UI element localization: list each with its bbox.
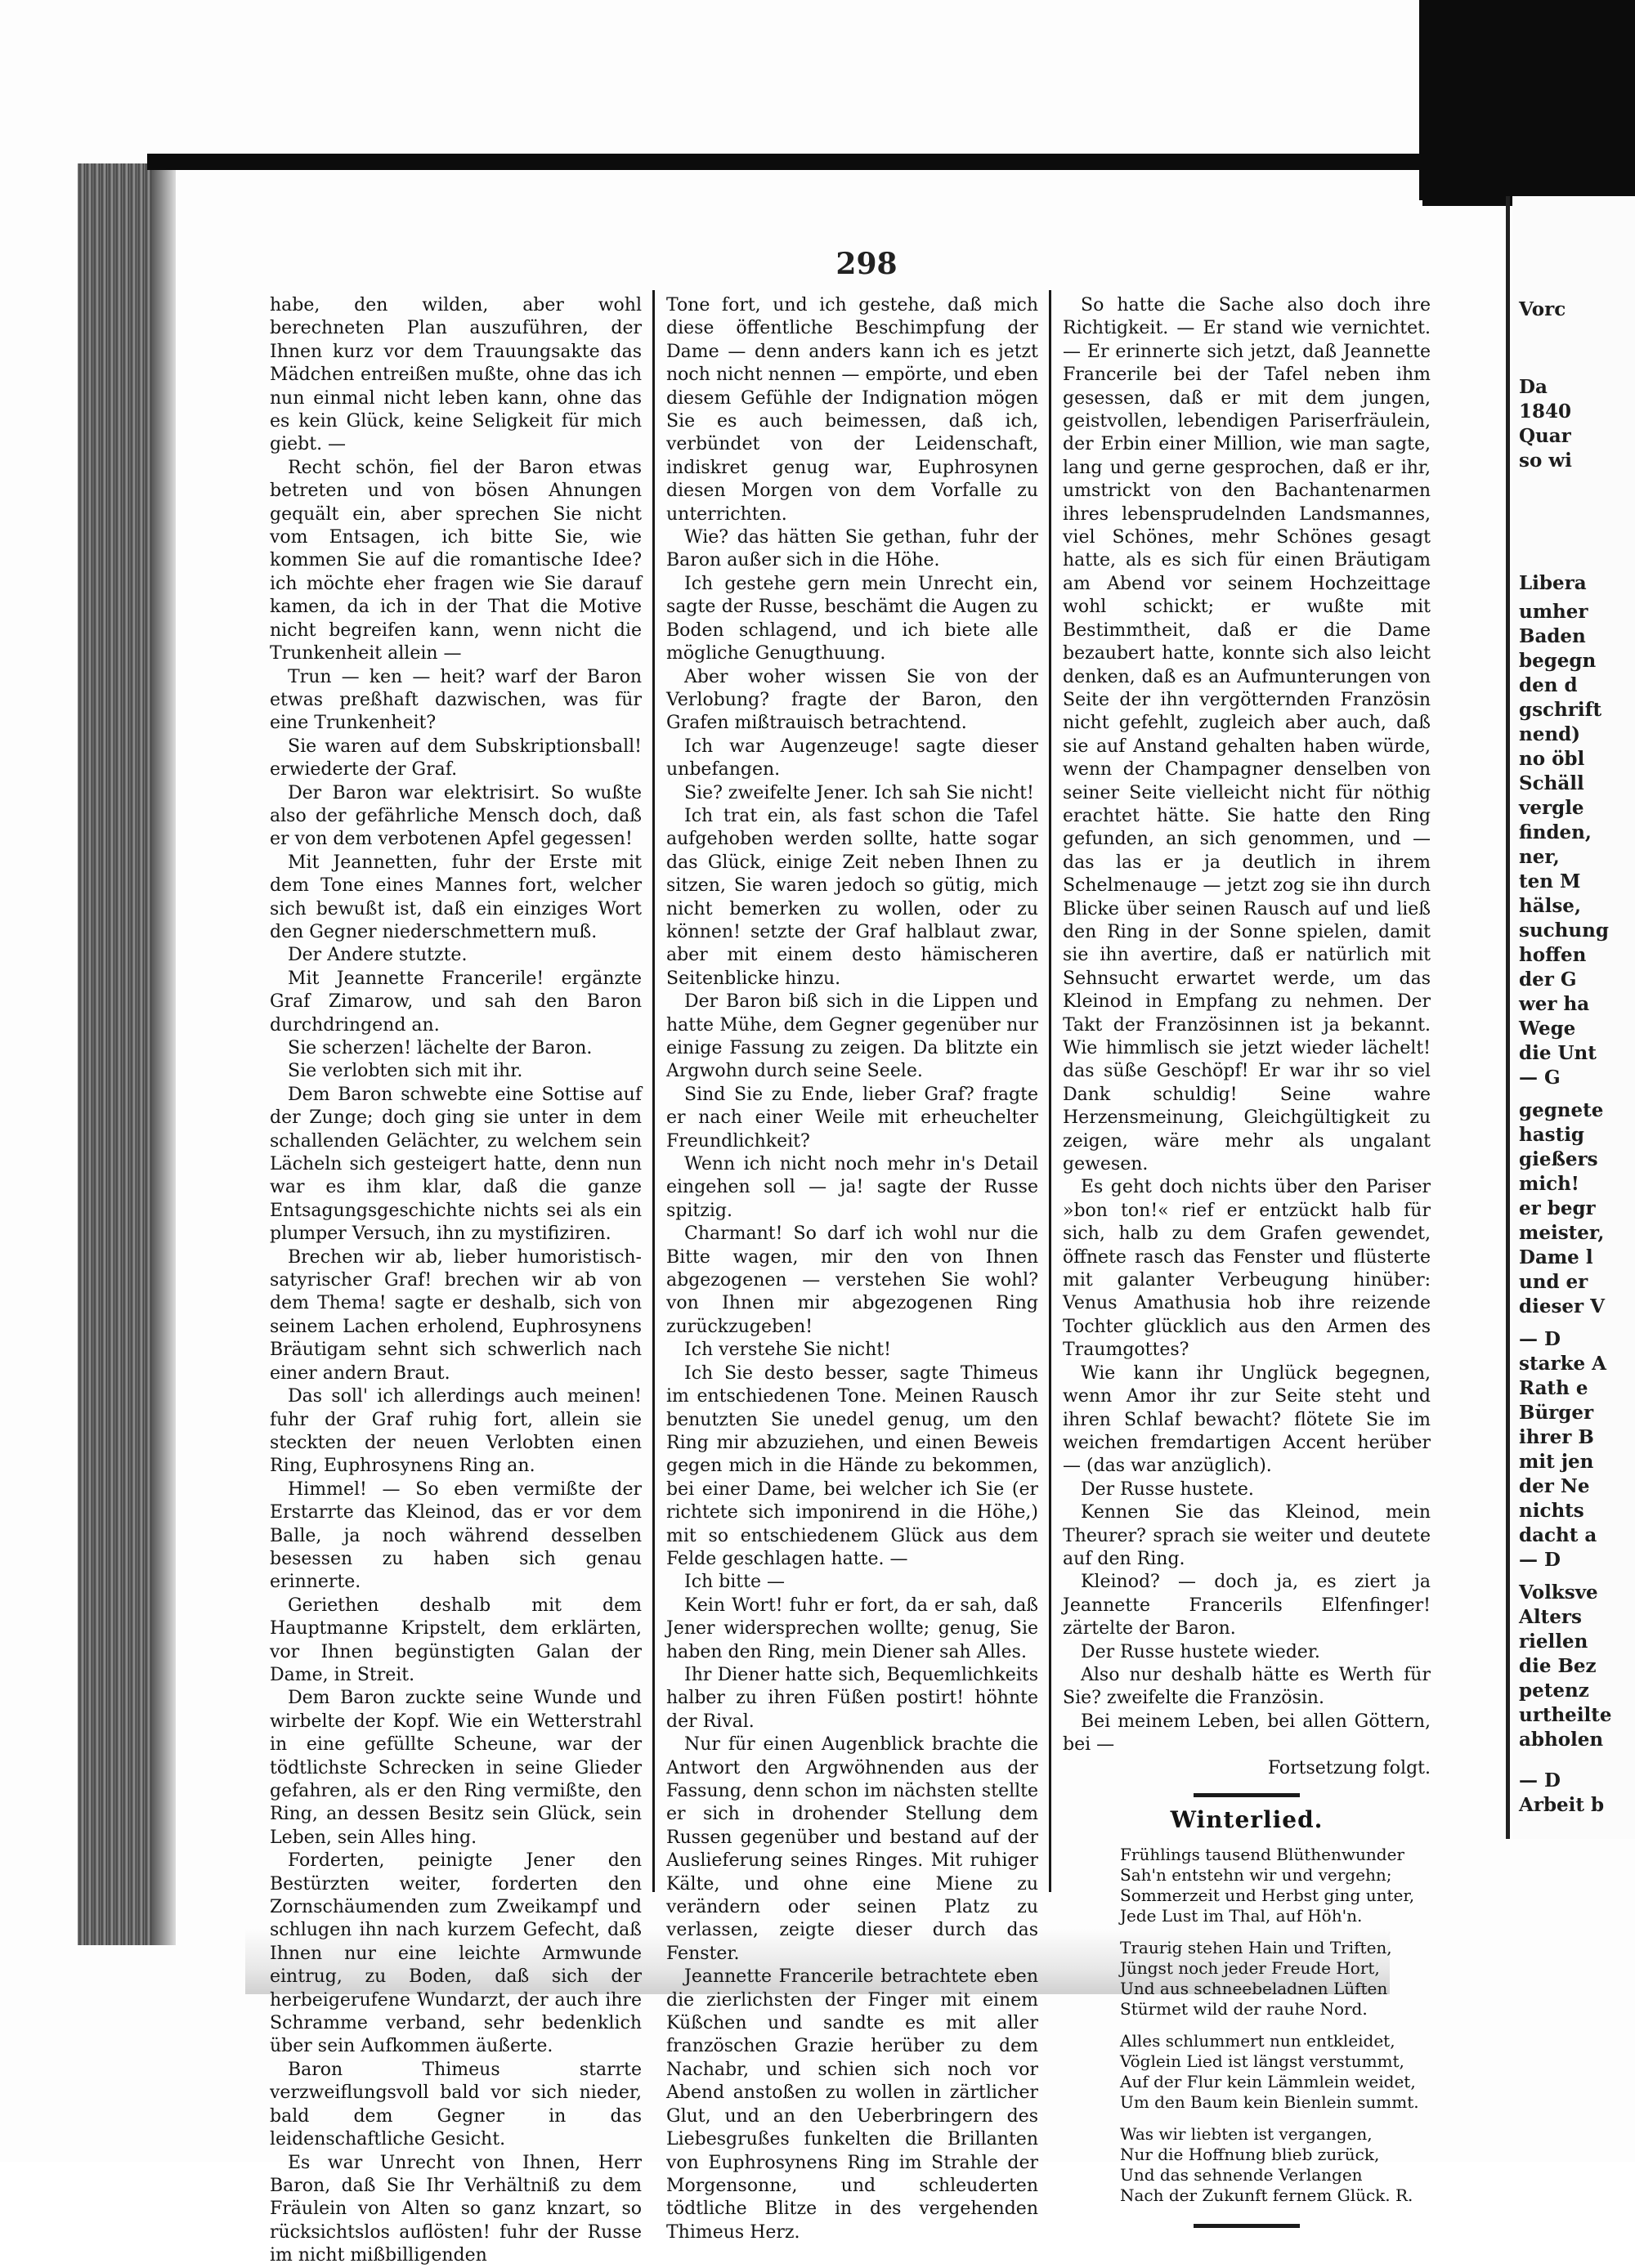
poem-title: Winterlied. xyxy=(1170,1806,1324,1833)
adjacent-page-text: Baden xyxy=(1519,625,1586,647)
paragraph: Geriethen deshalb mit dem Hauptmanne Kripstelt, dem erklärten, vor Ihnen begünstigten Galan der Dame, in Streit. xyxy=(270,1595,642,1685)
paragraph: Recht schön, fiel der Baron etwas betreten und von bösen Ahnungen gequält ein, aber sprechen Sie nicht vom Entsagen, ich bitte Sie, wie kommen Sie auf die romantische Idee? ich möchte eher fragen wie Sie darauf kamen, da ich in der That die Motive nicht begreifen kann, wenn nicht die Trunkenheit allein — xyxy=(270,457,642,664)
adjacent-page-text: Da xyxy=(1519,376,1548,398)
adjacent-page-text: Wege xyxy=(1519,1018,1576,1040)
adjacent-page-text: der G xyxy=(1519,968,1577,991)
adjacent-page-text: hälse, xyxy=(1519,895,1581,917)
paragraph: Sie scherzen! lächelte der Baron. xyxy=(288,1038,593,1058)
paragraph: Aber woher wissen Sie von der Verlobung? fragte der Baron, den Grafen mißtrauisch betrachtend. xyxy=(666,666,1038,734)
paragraph: Mit Jeannette Francerile! ergänzte Graf Zimarow, und sah den Baron durchdringend an. xyxy=(270,968,642,1036)
adjacent-page-text: suchung xyxy=(1519,919,1609,942)
adjacent-page-text: abholen xyxy=(1519,1729,1604,1751)
paragraph: Dem Baron zuckte seine Wunde und wirbelte der Kopf. Wie ein Wetterstrahl in eine gefüllte Scheune, war der tödtlichste Schrecken in seine Glieder gefahren, als er den Ring vermißte, den Ring, an dessen Besitz sein Glück, sein Leben, sein Alles hing. xyxy=(270,1688,642,1848)
adjacent-page-text: riellen xyxy=(1519,1631,1588,1653)
poem-line: Vöglein Lied ist längst verstummt, xyxy=(1120,2051,1404,2072)
text-column-3 xyxy=(1063,294,1431,2228)
paragraph: Ich Sie desto besser, sagte Thimeus im entschiedenen Tone. Meinen Rausch benutzten Sie unedel genug, um den Ring mir abzuziehen, und einen Beweis gegen mich in die Hände zu bekommen, bei einer Dame, bei welcher ich Sie (er richtete sich imponirend in die Höhe,) mit so entschiedenem Glück aus dem Felde geschlagen hatte. — xyxy=(666,1362,1038,1569)
adjacent-page-text: Libera xyxy=(1519,572,1587,594)
text-column-2 xyxy=(666,294,1038,2244)
poem xyxy=(1063,1845,1431,2206)
paragraph: Es geht doch nichts über den Pariser »bon ton!« rief er entzückt halb für sich, halb zu dem Grafen gewendet, öffnete rasch das Fenster und flüsterte mit galanter Verbeugung hinüber: Venus Amathusia hob ihre reizende Tochter glücklich aus den Armen des Traumgottes? xyxy=(1063,1177,1431,1361)
adjacent-page-text: dieser V xyxy=(1519,1295,1606,1317)
poem-line: Was wir liebten ist vergangen, xyxy=(1120,2124,1373,2145)
adjacent-page-text: hoffen xyxy=(1519,944,1587,966)
paragraph: Brechen wir ab, lieber humoristisch-satyrischer Graf! brechen wir ab von dem Thema! sagte er deshalb, sich von seinem Lachen erholend, Euphrosynens Bräutigam sehnt sich schwerlich nach einer andern Braut. xyxy=(270,1246,642,1384)
adjacent-page-text: vergle xyxy=(1519,797,1584,819)
paragraph: Ich verstehe Sie nicht! xyxy=(684,1340,891,1361)
adjacent-page-text: petenz xyxy=(1519,1680,1589,1702)
paragraph: Tone fort, und ich gestehe, daß mich diese öffentliche Beschimpfung der Dame — denn anders kann ich es jetzt noch nicht nennen — empörte, und eben diesem Gefühle der Indignation mögen Sie es auch beimessen, daß ich, verbündet von der Leidenschaft, indiskret genug war, Euphrosynen diesen Morgen von dem Vorfalle zu unterrichten. xyxy=(666,295,1038,525)
poem-line: Jüngst noch jeder Freude Hort, xyxy=(1120,1958,1380,1979)
adjacent-page-text: so wi xyxy=(1519,450,1572,472)
adjacent-page-text: — D xyxy=(1519,1769,1561,1792)
poem-line: Jede Lust im Thal, auf Höh'n. xyxy=(1120,1906,1363,1926)
poem-stanza xyxy=(1120,1845,1431,1926)
poem-line: Sah'n entstehn wir und vergehn; xyxy=(1120,1865,1392,1886)
poem-line: Und aus schneebeladnen Lüften xyxy=(1120,1979,1388,1999)
paragraph: Ich gestehe gern mein Unrecht ein, sagte der Russe, beschämt die Augen zu Boden schlagend, und ich biete alle mögliche Genugthuung. xyxy=(666,573,1038,664)
adjacent-page-text: Rath e xyxy=(1519,1377,1588,1399)
paragraph: Himmel! — So eben vermißte der Erstarrte das Kleinod, das er vor dem Balle, ja noch während desselben besessen zu haben sich genau erinnerte. xyxy=(270,1478,642,1593)
poem-stanza xyxy=(1120,1938,1431,2020)
poem-stanza xyxy=(1120,2031,1431,2113)
adjacent-page-text: hastig xyxy=(1519,1124,1585,1146)
adjacent-page-text: 1840 xyxy=(1519,400,1572,423)
adjacent-page-text: wer ha xyxy=(1519,993,1590,1015)
paragraph: Ihr Diener hatte sich, Bequemlichkeits halber zu ihren Füßen postirt! höhnte der Rival. xyxy=(666,1664,1038,1732)
paragraph: Charmant! So darf ich wohl nur die Bitte wagen, mir den von Ihnen abgezogenen — verstehen Sie wohl? von Ihnen mir abgezogenen Ring zurückzugeben! xyxy=(666,1223,1038,1337)
paragraph: Der Baron war elektrisirt. So wußte also der gefährliche Mensch doch, daß er von dem verbotenen Apfel gegessen! xyxy=(270,782,642,850)
adjacent-page-text: ner, xyxy=(1519,846,1560,868)
paragraph: Der Russe hustete wieder. xyxy=(1081,1641,1320,1662)
paragraph: Kleinod? — doch ja, es ziert ja Jeannette Francerils Elfenfinger! zärtelte der Baron. xyxy=(1063,1572,1431,1639)
adjacent-page-text: Dame l xyxy=(1519,1246,1593,1268)
adjacent-page-text: umher xyxy=(1519,601,1588,623)
scan-top-edge xyxy=(147,154,1422,170)
text-column-1 xyxy=(270,294,642,2268)
poem-line: Auf der Flur kein Lämmlein weidet, xyxy=(1120,2072,1416,2092)
story-paragraphs xyxy=(1063,294,1431,1757)
paragraph: Kennen Sie das Kleinod, mein Theurer? sprach sie weiter und deutete auf den Ring. xyxy=(1063,1502,1431,1569)
paragraph: Bei meinem Leben, bei allen Göttern, bei — xyxy=(1063,1711,1431,1756)
paragraph: Mit Jeannetten, fuhr der Erste mit dem Tone eines Mannes fort, welcher sich bewußt ist, daß ein einziges Wort den Gegner niederschmettern muß. xyxy=(270,852,642,942)
separator-rule xyxy=(1194,1793,1300,1797)
gutter-shade xyxy=(151,163,176,1945)
poem-stanza xyxy=(1120,2124,1431,2206)
adjacent-page-text: dacht a xyxy=(1519,1524,1597,1546)
paragraph: So hatte die Sache also doch ihre Richtigkeit. — Er stand wie vernichtet. — Er erinnerte sich jetzt, daß Jeannette Francerile bei der Tafel neben ihm gesessen, daß er mit dem jungen, geistvollen, lebendigen Pariserfräulein, der Erbin einer Million, wie man sagte, lang und gerne gesprochen, daß er ihr, umstrickt von den Bachantenarmen ihres lebensprudelnden Landsmannes, viel Schönes, mehr Schönes gesagt hatte, als es sich für einen Bräutigam am Abend vor seinem Hochzeittage wohl schickt; er wußte mit Bestimmtheit, daß er die Dame bezaubert hatte, konnte sich also leicht denken, daß es an Aufmunterungen von Seite der ihn vergötternden Französin nicht gefehlt, zugleich aber auch, daß sie auf Anstand gehalten haben würde, wenn der Champagner denselben von seiner Seite vielleicht nicht für nöthig erachtet hätte. Sie hatte den Ring gefunden, an sich genommen, und — das las er ja deutlich in ihrem Schelmenauge — jetzt zog sie ihn durch Blicke über seinen Rausch auf und ließ den Ring in der Sonne spielen, damit sie ihn avertire, daß er natürlich mit Sehnsucht erwartet werde, um das Kleinod in Empfang zu nehmen. Der Takt der Französinnen ist ja bekannt. Wie himmlisch sie jetzt wieder lächelt! das süße Geschöpf! Er war ihr so viel Dank schuldig! Seine wahre Herzensmeinung, Gleichgültigkeit zu zeigen, wäre mehr als ungalant gewesen. xyxy=(1063,295,1431,1175)
adjacent-page-fragment xyxy=(1512,196,1635,1839)
poem-line: Alles schlummert nun entkleidet, xyxy=(1120,2031,1395,2051)
paragraph: Forderten, peinigte Jener den Bestürzten weiter, forderten den Zornschäumenden zum Zweikampf und schlugen ihn nach kurzem Gefecht, daß Ihnen nur eine leichte Armwunde eintrug, zu Boden, daß sich der herbeigerufene Wundarzt, der auch ihre Schramme verband, sehr bedenklich über sein Aufkommen äußerte. xyxy=(270,1850,642,2057)
adjacent-page-text: no öbl xyxy=(1519,748,1585,770)
separator-rule xyxy=(1194,2224,1300,2228)
paragraph: Der Russe hustete. xyxy=(1081,1478,1254,1500)
adjacent-page-text: ten M xyxy=(1519,870,1581,892)
adjacent-page-text: und er xyxy=(1519,1271,1588,1293)
paragraph: Sind Sie zu Ende, lieber Graf? fragte er nach einer Weile mit erheuchelter Freundlichkeit? xyxy=(666,1084,1038,1152)
adjacent-page-text: — G xyxy=(1519,1067,1561,1089)
paragraph: Das soll' ich allerdings auch meinen! fuhr der Graf ruhig fort, allein sie steckten der neuen Verlobten einen Ring, Euphrosynens Ring an. xyxy=(270,1386,642,1477)
paragraph: Ich war Augenzeuge! sagte dieser unbefangen. xyxy=(666,736,1038,781)
column-rule xyxy=(652,290,655,1892)
adjacent-page-text: er begr xyxy=(1519,1197,1596,1219)
poem-line: Traurig stehen Hain und Triften, xyxy=(1120,1938,1392,1958)
paragraph: Jeannette Francerile betrachtete eben die zierlichsten der Finger mit einem Küßchen und sandte es mit aller französchen Grazie herüber zu dem Nachabr, und schien sich noch vor Abend anstoßen zu wollen in zärtlicher Glut, und an den Ueberbringern des Liebesgrußes funkelten die Brillanten von Euphrosynens Ring im Strahle der Morgensonne, und schleuderten tödtliche Blitze in des vergehenden Thimeus Herz. xyxy=(666,1966,1038,2243)
adjacent-page-text: Quar xyxy=(1519,425,1571,447)
adjacent-page-text: der Ne xyxy=(1519,1475,1590,1497)
adjacent-page-text: Arbeit b xyxy=(1519,1794,1605,1816)
paragraph: Also nur deshalb hätte es Werth für Sie? zweifelte die Französin. xyxy=(1063,1664,1431,1709)
paragraph: habe, den wilden, aber wohl berechneten Plan auszuführen, der Ihnen kurz vor dem Trauungsakte das Mädchen entreißen mußte, ohne das ich nun einmal nicht leben kann, ohne das es kein Glück, keine Seligkeit für mich giebt. — xyxy=(270,295,642,455)
adjacent-page-text: gießers xyxy=(1519,1148,1598,1170)
paragraph: Sie? zweifelte Jener. Ich sah Sie nicht! xyxy=(684,782,1034,803)
paragraph: Trun — ken — heit? warf der Baron etwas preßhaft dazwischen, was für eine Trunkenheit? xyxy=(270,666,642,734)
adjacent-page-text: begegn xyxy=(1519,650,1597,672)
continuation-note: Fortsetzung folgt. xyxy=(1267,1757,1431,1778)
adjacent-page-text: den d xyxy=(1519,674,1578,696)
paragraph: Der Baron biß sich in die Lippen und hatte Mühe, dem Gegner gegenüber nur einige Fassung zu zeigen. Da blitzte ein Argwohn durch seine Seele. xyxy=(666,991,1038,1082)
adjacent-page-text: die Bez xyxy=(1519,1655,1597,1677)
poem-line: Und das sehnende Verlangen xyxy=(1120,2165,1363,2185)
column-rule xyxy=(1049,290,1051,1892)
paragraph: Wenn ich nicht noch mehr in's Detail eingehen soll — ja! sagte der Russe spitzig. xyxy=(666,1154,1038,1221)
adjacent-page-text: Schäll xyxy=(1519,772,1584,794)
paragraph: Kein Wort! fuhr er fort, da er sah, daß Jener widersprechen wollte; genug, Sie haben den Ring, mein Diener sah Alles. xyxy=(666,1595,1038,1662)
adjacent-page-text: — D xyxy=(1519,1549,1561,1571)
paragraph: Ich trat ein, als fast schon die Tafel aufgehoben werden sollte, hatte sogar das Glück, einige Zeit neben Ihnen zu sitzen, Sie waren jedoch so gütig, mich nicht bemerken zu wollen, oder zu können! setzte der Graf halblaut zwar, aber mit einem desto hämischeren Seitenblicke hinzu. xyxy=(666,805,1038,989)
paragraph: Dem Baron schwebte eine Sottise auf der Zunge; doch ging sie unter in dem schallenden Gelächter, zu welchem sein Lächeln sich gesteigert hatte, denn nun war es ihm klar, daß die ganze Entsagungsgeschichte nichts sei als ein plumper Versuch, ihn zu mystifiziren. xyxy=(270,1084,642,1245)
paragraph: Wie kann ihr Unglück begegnen, wenn Amor ihr zur Seite steht und ihren Schlaf bewacht? flötete Sie im weichen fremdartigen Accent herüber — (das war anzüglich). xyxy=(1063,1362,1431,1477)
paragraph: Sie waren auf dem Subskriptionsball! erwiederte der Graf. xyxy=(270,736,642,781)
paragraph: Nur für einen Augenblick brachte die Antwort den Argwöhnenden aus der Fassung, denn schon im nächsten stellte er sich in drohender Stellung dem Russen gegenüber und bestand auf der Auslieferung seines Ringes. Mit ruhiger Kälte, und ohne eine Miene zu verändern oder seinen Platz zu verlassen, zeigte dieser durch das Fenster. xyxy=(666,1734,1038,1964)
adjacent-page-text: Alters xyxy=(1519,1606,1582,1628)
poem-line: Nur die Hoffnung blieb zurück, xyxy=(1120,2145,1380,2165)
adjacent-page-text: starke A xyxy=(1519,1353,1607,1375)
poem-line: Stürmet wild der rauhe Nord. xyxy=(1120,1999,1368,2020)
page-edge-line xyxy=(1506,196,1510,1839)
adjacent-page-text: gegnete xyxy=(1519,1099,1604,1121)
poem-line: Um den Baum kein Bienlein summt. xyxy=(1120,2092,1419,2113)
scan-corner-block xyxy=(1419,0,1635,200)
paragraph: Sie verlobten sich mit ihr. xyxy=(288,1061,523,1082)
adjacent-page-text: nend) xyxy=(1519,723,1581,745)
adjacent-page-text: finden, xyxy=(1519,821,1592,843)
paragraph: Der Andere stutzte. xyxy=(288,945,468,966)
adjacent-page-text: Volksve xyxy=(1519,1581,1598,1604)
paragraph: Ich bitte — xyxy=(684,1572,785,1593)
book-gutter xyxy=(78,163,159,1945)
adjacent-page-text: gschrift xyxy=(1519,699,1602,721)
adjacent-page-text: urtheilte xyxy=(1519,1704,1612,1726)
paragraph: Baron Thimeus starrte verzweiflungsvoll bald vor sich nieder, bald dem Gegner in das leidenschaftliche Gesicht. xyxy=(270,2059,642,2150)
poem-line: Sommerzeit und Herbst ging unter, xyxy=(1120,1886,1415,1906)
adjacent-page-text: Vorc xyxy=(1519,298,1566,320)
page-number: 298 xyxy=(835,247,898,281)
poem-line: Nach der Zukunft fernem Glück. R. xyxy=(1120,2185,1413,2206)
poem-line: Frühlings tausend Blüthenwunder xyxy=(1120,1845,1404,1865)
adjacent-page-text: Bürger xyxy=(1519,1402,1594,1424)
paragraph: Es war Unrecht von Ihnen, Herr Baron, daß Sie Ihr Verhältniß zu dem Fräulein von Alten so ganz knzart, so rücksichtslos auflösten! fuhr der Russe im nicht mißbilligenden xyxy=(270,2152,642,2266)
adjacent-page-text: mit jen xyxy=(1519,1451,1594,1473)
adjacent-page-text: mich! xyxy=(1519,1173,1579,1195)
paragraph: Wie? das hätten Sie gethan, fuhr der Baron außer sich in die Höhe. xyxy=(666,527,1038,571)
adjacent-page-text: meister, xyxy=(1519,1222,1605,1244)
adjacent-page-text: — D xyxy=(1519,1328,1561,1350)
adjacent-page-text: nichts xyxy=(1519,1500,1584,1522)
adjacent-page-text: ihrer B xyxy=(1519,1426,1594,1448)
adjacent-page-text: die Unt xyxy=(1519,1042,1597,1064)
